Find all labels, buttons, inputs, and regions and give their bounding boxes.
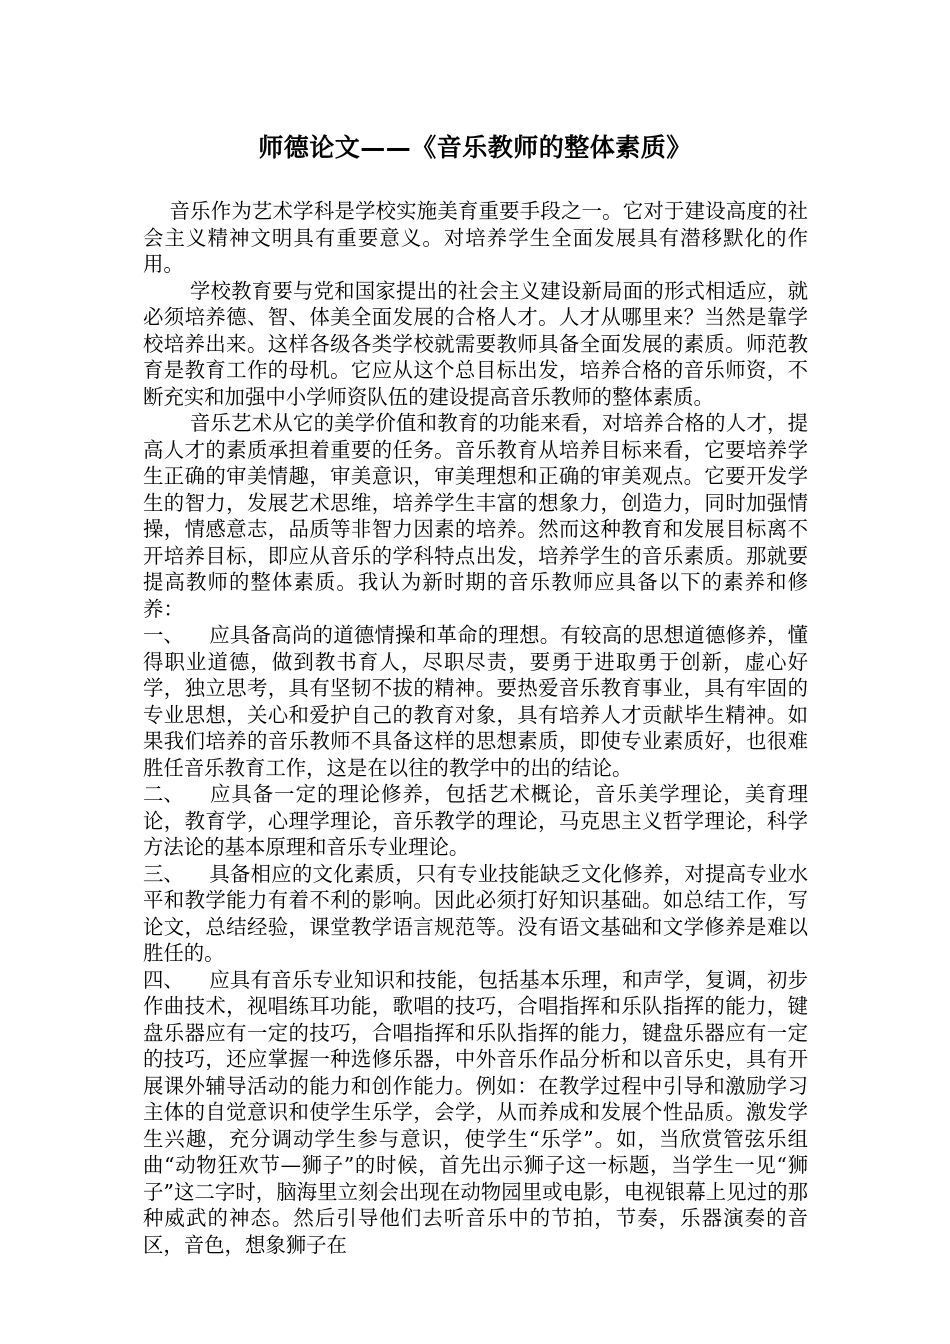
list-item-text: 应具备一定的理论修养，包括艺术概论，音乐美学理论，美育理论，教育学，心理学理论，音乐教学的理论，马克思主义哲学理论，科学方法论的基本原理和音乐专业理论。 [143,782,808,859]
list-item-3 [143,861,808,967]
document-title: 师德论文——《音乐教师的整体素质》 [258,133,692,162]
list-item-text: 应具备高尚的道德情操和革命的理想。有较高的思想道德修养，懂得职业道德，做到教书育人，尽职尽责，要勇于进取勇于创新，虚心好学，独立思考，具有坚韧不拔的精神。要热爱音乐教育事业，具有牢固的专业思想，关心和爱护自己的教育对象，具有培养人才贡献毕生精神。如果我们培养的音乐教师不具备这样的思想素质，即使专业素质好，也很难胜任音乐教育工作，这是在以往的教学中的出的结论。 [143,623,808,780]
paragraph-intro: 音乐作为艺术学科是学校实施美育重要手段之一。它对于建设高度的社会主义精神文明具有重要意义。对培养学生全面发展具有潜移默化的作用。 [143,199,808,276]
list-item-text: 具备相应的文化素质，只有专业技能缺乏文化修养，对提高专业水平和教学能力有着不利的影响。因此必须打好知识基础。如总结工作，写论文，总结经验，课堂教学语言规范等。没有语文基础和文学修养是难以胜任的。 [143,861,808,965]
list-item-4 [143,967,808,1259]
list-item-2 [143,781,808,861]
document-body [143,198,808,1258]
list-item-text: 应具有音乐专业知识和技能，包括基本乐理，和声学，复调，初步作曲技术，视唱练耳功能，歌唱的技巧，合唱指挥和乐队指挥的能力，键盘乐器应有一定的技巧，合唱指挥和乐队指挥的能力，键盘乐器应有一定的技巧，还应掌握一种选修乐器，中外音乐作品分析和以音乐史，具有开展课外辅导活动的能力和创作能力。例如：在教学过程中引导和激励学习主体的自觉意识和使学生乐学，会学，从而养成和发展个性品质。激发学生兴趣，充分调动学生参与意识，使学生“乐学”。如，当欣赏管弦乐组曲“动物狂欢节—狮子”的时候，首先出示狮子这一标题，当学生一见“狮子”这二字时，脑海里立刻会出现在动物园里或电影，电视银幕上见过的那种威武的神态。然后引导他们去听音乐中的节拍，节奏，乐器演奏的音区，音色，想象狮子在 [143,967,808,1257]
list-item-1 [143,622,808,781]
list-item-number: 三、 [143,861,184,886]
list-item-number: 一、 [143,623,184,647]
list-item-number: 四、 [143,967,184,992]
paragraph-music-art: 音乐艺术从它的美学价值和教育的功能来看，对培养合格的人才，提高人才的素质承担着重要的任务。音乐教育从培养目标来看，它要培养学生正确的审美情趣，审美意识，审美理想和正确的审美观点。它要开发学生的智力，发展艺术思维，培养学生丰富的想象力，创造力，同时加强情操，情感意志，品质等非智力因素的培养。然而这种教育和发展目标离不开培养目标，即应从音乐的学科特点出发，培养学生的音乐素质。那就要提高教师的整体素质。我认为新时期的音乐教师应具备以下的素养和修养： [143,411,808,621]
list-item-number: 二、 [143,782,184,806]
paragraph-school-education: 学校教育要与党和国家提出的社会主义建设新局面的形式相适应，就必须培养德、智、体美全面发展的合格人才。人才从哪里来？当然是靠学校培养出来。这样各级各类学校就需要教师具备全面发展的素质。师范教育是教育工作的母机。它应从这个总目标出发，培养合格的音乐师资，不断充实和加强中小学师资队伍的建设提高音乐教师的整体素质。 [143,278,808,409]
